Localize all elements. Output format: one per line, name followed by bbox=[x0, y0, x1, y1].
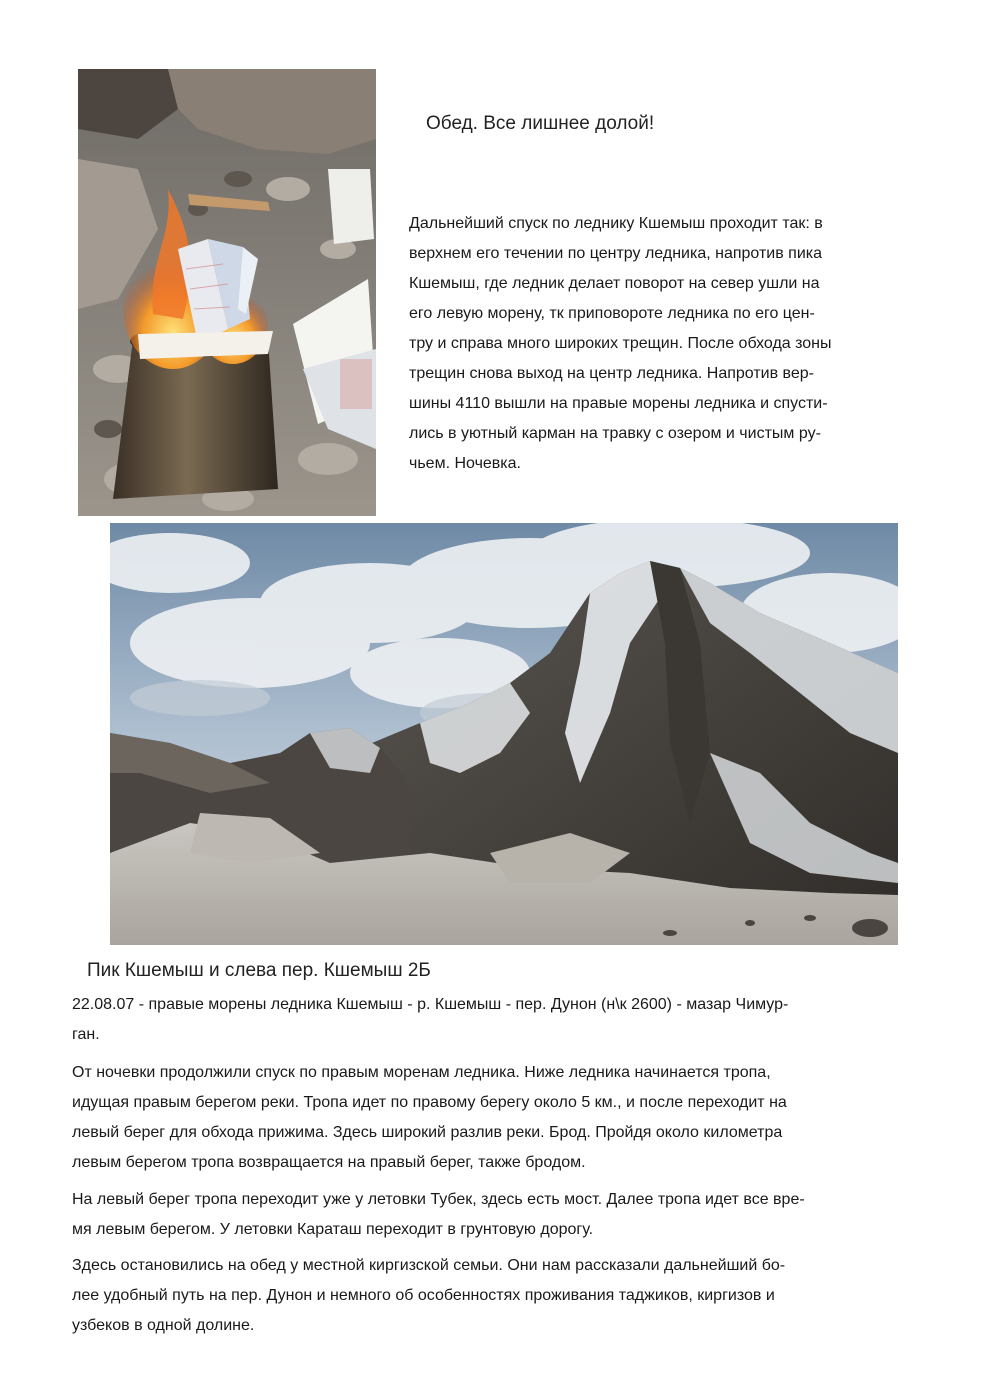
text-line: чьем. Ночевка. bbox=[409, 455, 521, 472]
text-line: его левую морену, тк приповороте ледника по его цен- bbox=[409, 305, 815, 322]
text-line: ган. bbox=[72, 1026, 100, 1043]
text-line: Кшемыш, где ледник делает поворот на север ушли на bbox=[409, 275, 820, 292]
text-line: идущая правым берегом реки. Тропа идет по правому берегу около 5 км., и после переходит на bbox=[72, 1094, 787, 1111]
mountain-photo-illustration bbox=[110, 523, 898, 945]
paragraph-descent bbox=[72, 1058, 922, 1178]
text-line: узбеков в одной долине. bbox=[72, 1317, 255, 1334]
text-line: трещин снова выход на центр ледника. Напротив вер- bbox=[409, 365, 814, 382]
text-line: мя левым берегом. У летовки Караташ переходит в грунтовую дорогу. bbox=[72, 1221, 594, 1238]
text-line: тру и справа много широких трещин. После обхода зоны bbox=[409, 335, 832, 352]
text-line: левый берег для обхода прижима. Здесь широкий разлив реки. Брод. Пройдя около километра bbox=[72, 1124, 783, 1141]
text-line: верхнем его течении по центру ледника, напротив пика bbox=[409, 245, 823, 262]
photo-peak-panorama bbox=[110, 523, 898, 945]
text-line: лись в уютный карман на травку с озером и чистым ру- bbox=[409, 425, 821, 442]
text-line: шины 4110 вышли на правые морены ледника и спусти- bbox=[409, 395, 828, 412]
text-line: 22.08.07 - правые морены ледника Кшемыш - р. Кшемыш - пер. Дунон (н\к 2600) - мазар Чимур- bbox=[72, 996, 789, 1013]
text-line: Дальнейший спуск по леднику Кшемыш проходит так: в bbox=[409, 215, 823, 232]
campfire-photo-illustration bbox=[78, 69, 376, 516]
paragraph-bridge bbox=[72, 1185, 922, 1245]
photo-caption-peak: Пик Кшемыш и слева пер. Кшемыш 2Б bbox=[87, 960, 431, 981]
text-line: лее удобный путь на пер. Дунон и немного об особенностях проживания таджиков, киргизов и bbox=[72, 1287, 775, 1304]
paragraph-lunch-family bbox=[72, 1251, 922, 1341]
text-line: На левый берег тропа переходит уже у летовки Тубек, здесь есть мост. Далее тропа идет все вре- bbox=[72, 1191, 805, 1208]
photo-caption-lunch: Обед. Все лишнее долой! bbox=[426, 113, 655, 134]
text-line: От ночевки продолжили спуск по правым моренам ледника. Ниже ледника начинается тропа, bbox=[72, 1064, 771, 1081]
side-paragraph bbox=[409, 209, 899, 479]
text-line: Здесь остановились на обед у местной киргизской семьи. Они нам рассказали дальнейший бо- bbox=[72, 1257, 786, 1274]
photo-campfire-lunch bbox=[78, 69, 376, 516]
text-line: левым берегом тропа возвращается на правый берег, также бродом. bbox=[72, 1154, 586, 1171]
route-summary bbox=[72, 990, 922, 1050]
